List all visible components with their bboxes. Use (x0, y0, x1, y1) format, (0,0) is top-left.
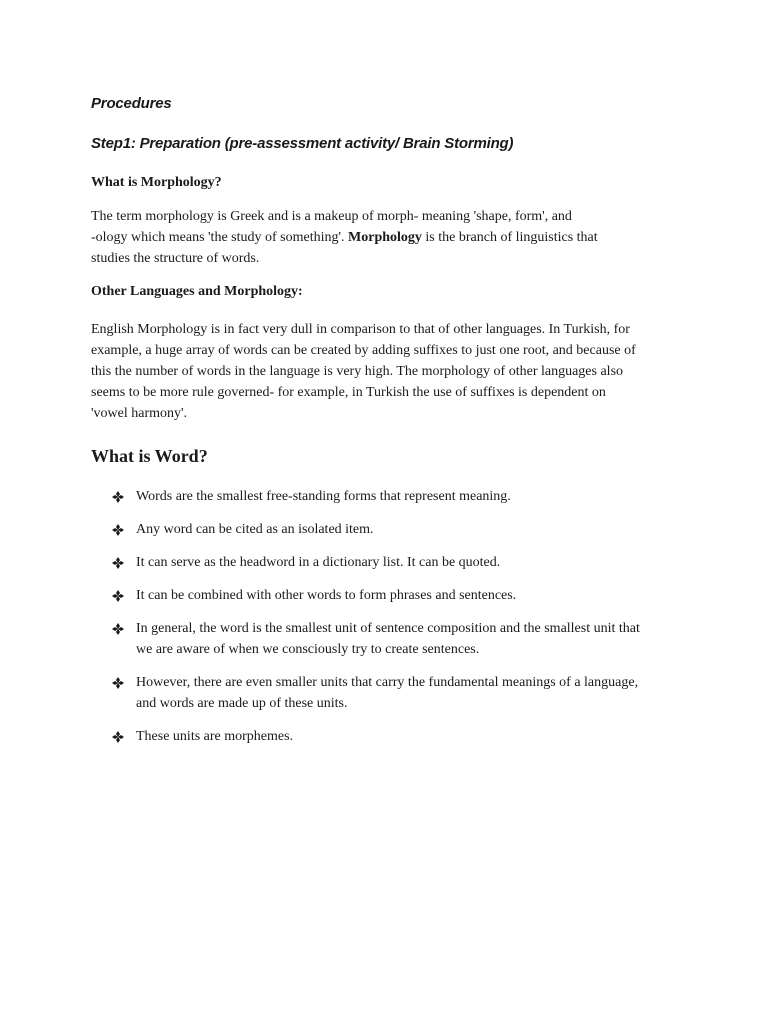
paragraph-line: this the number of words in the language is very high. The morphology of other languages also (91, 364, 624, 379)
bullet-item (112, 552, 702, 573)
bullet-text: Any word can be cited as an isolated item. (136, 522, 374, 537)
bullet-text: In general, the word is the smallest unit of sentence composition and the smallest unit that (136, 621, 640, 636)
bullet-item (112, 585, 702, 606)
bullet-item (112, 672, 702, 714)
paragraph-line: The term morphology is Greek and is a makeup of morph- meaning 'shape, form', and (91, 209, 572, 224)
four-diamond-bullet-icon (112, 623, 124, 635)
bullet-text: It can serve as the headword in a dictionary list. It can be quoted. (136, 555, 501, 570)
bullet-text: we are aware of when we consciously try to create sentences. (136, 642, 480, 657)
bullet-item (112, 726, 702, 747)
bullet-text: However, there are even smaller units that carry the fundamental meanings of a language, (136, 675, 639, 690)
bold-term: Morphology (348, 230, 422, 245)
other-languages-paragraph (91, 319, 691, 424)
bullet-item (112, 618, 702, 660)
four-diamond-bullet-icon (112, 590, 124, 602)
morphology-paragraph (91, 206, 691, 269)
morphology-heading: What is Morphology? (91, 175, 222, 190)
four-diamond-bullet-icon (112, 731, 124, 743)
word-heading: What is Word? (91, 446, 208, 466)
procedures-heading: Procedures (91, 95, 172, 112)
four-diamond-bullet-icon (112, 524, 124, 536)
bullet-text: It can be combined with other words to form phrases and sentences. (136, 588, 517, 603)
other-languages-heading: Other Languages and Morphology: (91, 284, 303, 299)
paragraph-line: English Morphology is in fact very dull in comparison to that of other languages. In Turkish, for (91, 322, 630, 337)
paragraph-line: example, a huge array of words can be created by adding suffixes to just one root, and because of (91, 343, 636, 358)
paragraph-text: is the branch of linguistics that (421, 230, 598, 245)
paragraph-line: studies the structure of words. (91, 251, 260, 266)
paragraph-text: -ology which means 'the study of something'. (91, 230, 349, 245)
bullet-item (112, 519, 702, 540)
step1-heading: Step1: Preparation (pre-assessment activity/ Brain Storming) (91, 135, 514, 152)
paragraph-line (91, 227, 691, 248)
word-bullet-list (112, 486, 702, 759)
paragraph-line: seems to be more rule governed- for example, in Turkish the use of suffixes is dependent on (91, 385, 606, 400)
four-diamond-bullet-icon (112, 557, 124, 569)
bullet-item (112, 486, 702, 507)
four-diamond-bullet-icon (112, 677, 124, 689)
bullet-text: Words are the smallest free-standing forms that represent meaning. (136, 489, 511, 504)
bullet-text: These units are morphemes. (136, 729, 294, 744)
four-diamond-bullet-icon (112, 491, 124, 503)
bullet-text: and words are made up of these units. (136, 696, 348, 711)
paragraph-line: 'vowel harmony'. (91, 406, 188, 421)
